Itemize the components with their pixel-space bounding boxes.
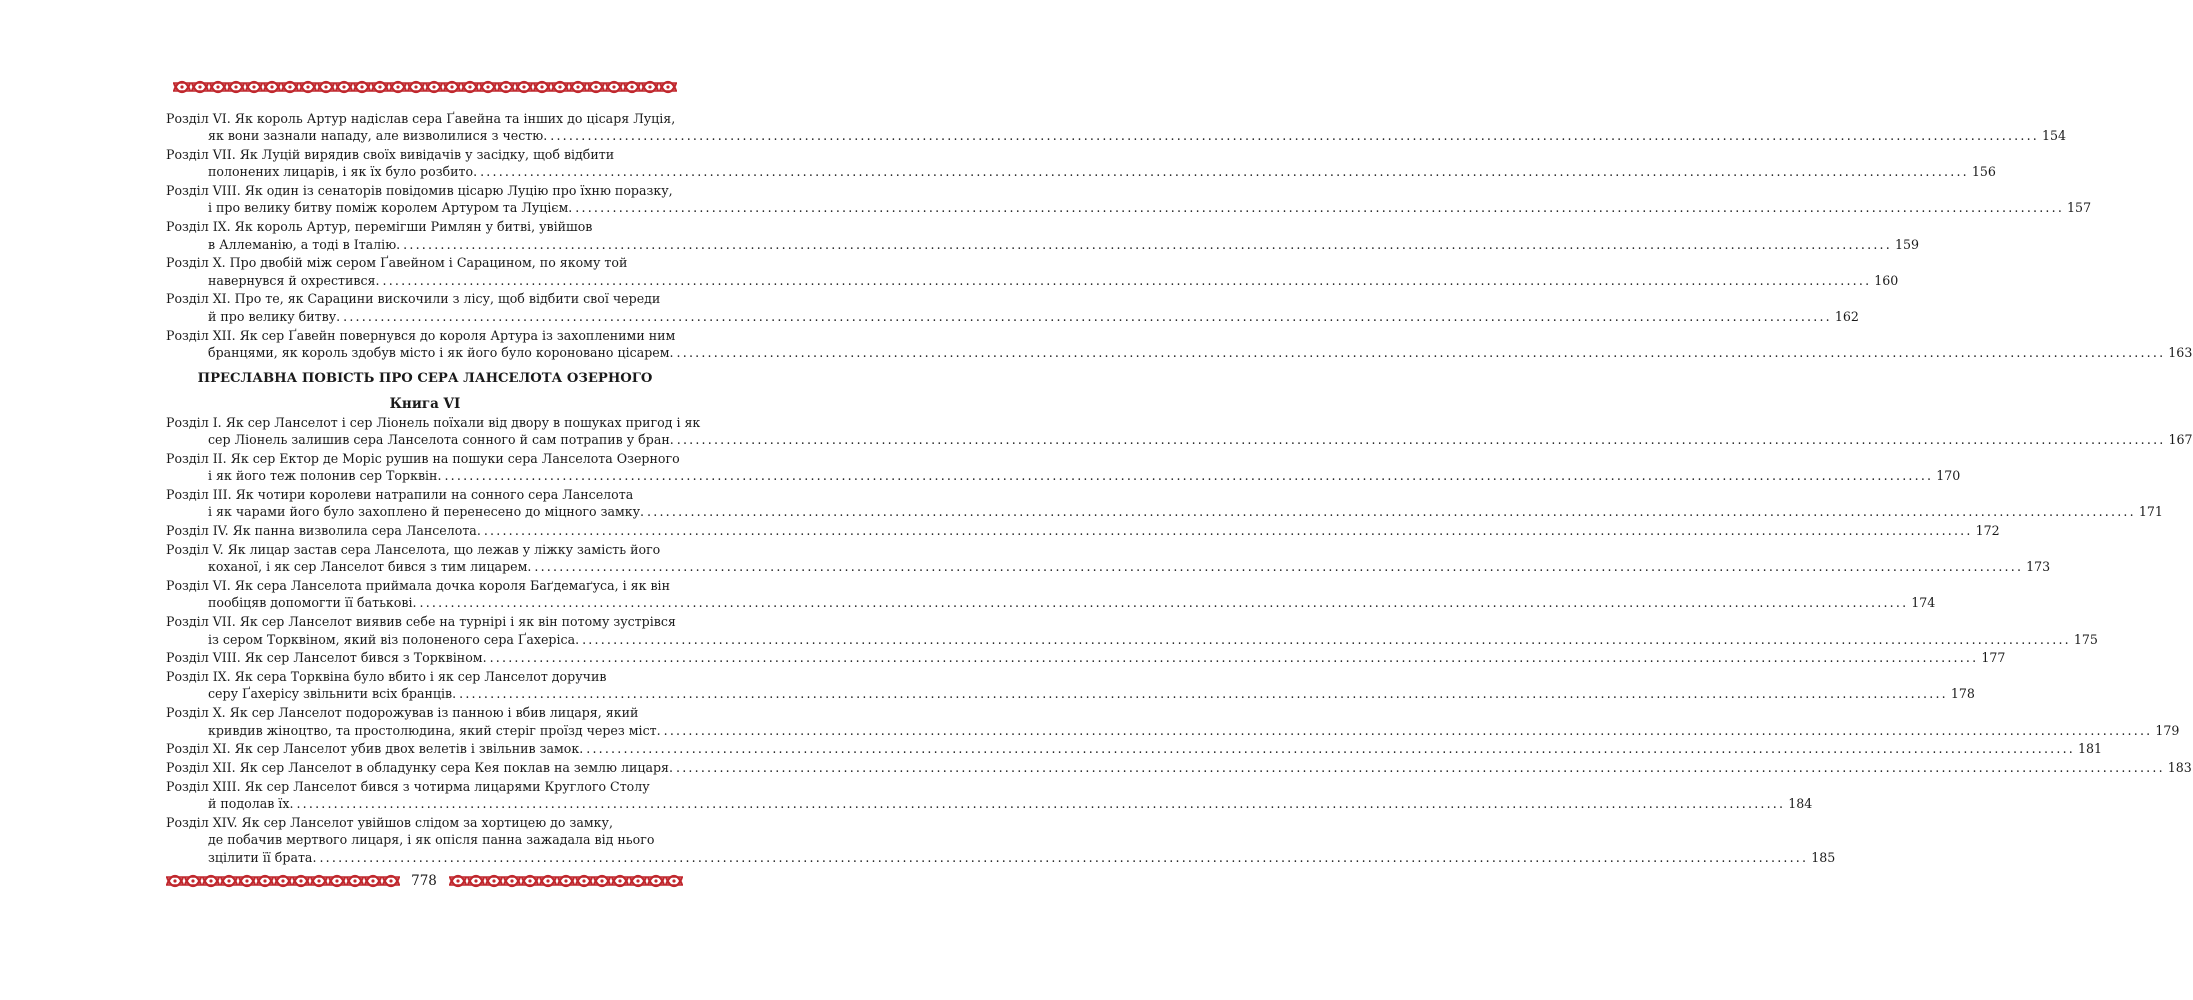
toc-entry-text: як вони зазнали нападу, але визволилися з честю. <box>208 128 548 144</box>
toc-entry-page: 172 <box>1975 523 2000 539</box>
toc-entry <box>166 450 1961 485</box>
dot-leader <box>340 309 1835 324</box>
toc-entry-text: і як його теж полонив сер Торквін. <box>208 468 442 484</box>
toc-entry-page: 184 <box>1788 796 1813 812</box>
toc-entry-last-line <box>166 594 1936 611</box>
toc-entry <box>166 577 1936 612</box>
dot-leader <box>644 504 2139 519</box>
toc-entry-text: бранцями, як король здобув місто і як його було короновано цісарем. <box>208 344 674 360</box>
toc-group-book-vi <box>166 414 2193 867</box>
toc-entry <box>166 327 2193 362</box>
interlace-pattern <box>164 872 402 890</box>
toc-entry-text: серу Ґахерісу звільнити всіх бранців. <box>208 686 457 702</box>
toc-entry-text: Розділ IX. Як сера Торквіна було вбито і як сер Ланселот доручив <box>166 669 607 685</box>
toc-entry-text: в Аллеманію, а тоді в Італію. <box>208 236 401 252</box>
toc-entry-last-line <box>166 740 2103 757</box>
toc-entry <box>166 541 2051 576</box>
toc-entry-last-line <box>166 308 1859 325</box>
toc-entry-text: і як чарами його було захоплено й перенесено до міцного замку. <box>208 504 645 520</box>
toc-entry <box>166 613 2098 648</box>
book-heading: Книга VI <box>389 396 461 412</box>
toc-entry <box>166 522 2000 539</box>
toc-entry-page: 178 <box>1950 686 1975 702</box>
toc-entry-last-line <box>166 722 2180 739</box>
toc-entry <box>166 182 2092 217</box>
toc-entry <box>166 814 1836 866</box>
toc-entry-last-line <box>166 649 2006 666</box>
dot-leader <box>400 237 1895 252</box>
toc-entry-page: 163 <box>2168 344 2193 360</box>
interlace-pattern <box>164 78 686 96</box>
dot-leader <box>456 686 1951 701</box>
toc-entry-text: Розділ VI. Як сера Ланселота приймала дочка короля Баґдемаґуса, і як він <box>166 578 670 594</box>
toc-entry <box>166 146 1996 181</box>
toc-entry <box>166 740 2103 757</box>
toc-entry-page: 159 <box>1894 236 1919 252</box>
dot-leader <box>293 796 1788 811</box>
toc-entry <box>166 110 2067 145</box>
dot-leader <box>380 273 1875 288</box>
toc-entry-text: навернувся й охрестився. <box>208 272 380 288</box>
dot-leader <box>579 632 2074 647</box>
toc-entry <box>166 290 1859 325</box>
toc-entry-text: де побачив мертвого лицаря, і як опісля панна зажадала від нього <box>208 832 655 848</box>
toc-entry-last-line <box>166 759 2192 776</box>
interlace-pattern <box>446 872 686 890</box>
toc-entry-page: 156 <box>1971 164 1996 180</box>
section-heading: ПРЕСЛАВНА ПОВІСТЬ ПРО СЕРА ЛАНСЕЛОТА ОЗЕРНОГО <box>197 371 653 386</box>
toc-entry-text: Розділ III. Як чотири королеви натрапили на сонного сера Ланселота <box>166 487 634 503</box>
toc-entry <box>166 668 1975 703</box>
toc-entry-last-line <box>166 199 2092 216</box>
toc-entry-last-line <box>166 344 2193 361</box>
toc-entry-page: 177 <box>1981 650 2006 666</box>
dot-leader <box>531 559 2026 574</box>
toc-entry-page: 183 <box>2167 760 2192 776</box>
toc-entry-last-line <box>166 503 2163 520</box>
toc-group-book-v <box>166 110 2193 363</box>
toc-entry-page: 185 <box>1811 849 1836 865</box>
toc-entry-text: і про велику битву поміж королем Артуром та Луцієм. <box>208 200 573 216</box>
dot-leader <box>316 850 1811 865</box>
dot-leader <box>481 523 1976 538</box>
toc-entry-text: Розділ II. Як сер Ектор де Моріс рушив на пошуки сера Ланселота Озерного <box>166 451 680 467</box>
toc-entry-text: Розділ XIII. Як сер Ланселот бився з чотирма лицарями Круглого Столу <box>166 778 650 794</box>
toc-entry-page: 157 <box>2067 200 2092 216</box>
toc-entry <box>166 254 1899 289</box>
dot-leader <box>417 595 1912 610</box>
toc-entry <box>166 486 2163 521</box>
toc-entry-text: сер Ліонель залишив сера Ланселота сонного й сам потрапив у бран. <box>208 432 674 448</box>
toc-entry-last-line <box>166 558 2051 575</box>
toc-entry-last-line <box>166 522 2000 539</box>
toc-entry-text: й подолав їх. <box>208 796 294 812</box>
toc-entry-text: пообіцяв допомогти її батькові. <box>208 595 417 611</box>
toc-entry-text: Розділ XIV. Як сер Ланселот увійшов слідом за хортицею до замку, <box>166 815 613 831</box>
toc-entry-text: Розділ VIII. Як один із сенаторів повідомив цісарю Луцію про їхню поразку, <box>166 183 673 199</box>
top-ornament-border <box>164 78 686 96</box>
toc-entry-text: полонених лицарів, і як їх було розбито. <box>208 164 478 180</box>
toc-entry <box>166 218 1919 253</box>
toc-entry-last-line <box>166 685 1975 702</box>
toc-entry-text: Розділ XII. Як сер Ланселот в обладунку сера Кея поклав на землю лицаря. <box>166 760 674 776</box>
toc-entry-text: зцілити її брата. <box>208 849 317 865</box>
toc-entry-page: 174 <box>1911 595 1936 611</box>
toc-entry-text: Розділ IX. Як король Артур, перемігши Римлян у битві, увійшов <box>166 219 593 235</box>
toc-entry-text: Розділ IV. Як панна визволила сера Ланселота. <box>166 523 481 539</box>
toc-entry-text: Розділ V. Як лицар застав сера Ланселота, що лежав у ліжку замість його <box>166 542 661 558</box>
dot-leader <box>661 723 2156 738</box>
toc-entry <box>166 759 2192 776</box>
toc-entry-text: Розділ VI. Як король Артур надіслав сера Ґавейна та інших до цісаря Луція, <box>166 111 676 126</box>
toc-entry-page: 181 <box>2078 741 2103 757</box>
toc-entry-text: Розділ VII. Як сер Ланселот виявив себе на турнірі і як він потому зустрівся <box>166 614 676 630</box>
toc-entry-page: 154 <box>2042 128 2067 144</box>
toc-entry-page: 179 <box>2155 722 2180 738</box>
dot-leader <box>547 128 2042 143</box>
toc-entry-text: із сером Торквіном, який віз полоненого сера Ґахеріса. <box>208 631 580 647</box>
toc-entry-page: 175 <box>2073 631 2098 647</box>
toc-entry <box>166 704 2180 739</box>
toc-entry-text: Розділ X. Як сер Ланселот подорожував із панною і вбив лицаря, який <box>166 705 639 721</box>
dot-leader <box>583 741 2078 756</box>
dot-leader <box>487 650 1982 665</box>
toc-entry-text: кривдив жіноцтво, та простолюдина, який стеріг проїзд через міст. <box>208 722 661 738</box>
toc-entry-text: й про велику битву. <box>208 308 341 324</box>
toc-entry <box>166 649 2006 666</box>
dot-leader <box>441 468 1936 483</box>
toc-entry-page: 170 <box>1936 468 1961 484</box>
toc-entry-last-line <box>166 467 1961 484</box>
toc-entry-last-line <box>166 163 1996 180</box>
toc-entry-last-line <box>166 849 1836 866</box>
dot-leader <box>477 164 1972 179</box>
dot-leader <box>674 345 2169 360</box>
toc-entry-page: 171 <box>2138 504 2163 520</box>
dot-leader <box>572 200 2067 215</box>
toc-entry <box>166 414 2193 449</box>
toc-entry-last-line <box>166 795 1813 812</box>
toc-entry-text: Розділ VIII. Як сер Ланселот бився з Торквіном. <box>166 650 487 666</box>
toc-entry-text: Розділ XII. Як сер Ґавейн повернувся до короля Артура із захопленими ним <box>166 327 676 343</box>
toc-entry-text: Розділ XI. Як сер Ланселот убив двох велетів і звільнив замок. <box>166 741 584 757</box>
toc-entry-page: 167 <box>2168 432 2193 448</box>
bottom-left-ornament-border <box>164 872 402 890</box>
toc-entry-text: Розділ X. Про двобій між сером Ґавейном і Сарацином, по якому той <box>166 255 628 271</box>
toc-entry-text: Розділ VII. Як Луцій вирядив своїх вивідачів у засідку, щоб відбити <box>166 147 615 163</box>
toc-entry-last-line <box>166 127 2067 144</box>
toc-entry-page: 162 <box>1834 308 1859 324</box>
dot-leader <box>674 432 2169 447</box>
toc-entry-last-line <box>166 631 2098 648</box>
toc-entry-last-line <box>166 236 1919 253</box>
toc-entry-page: 160 <box>1874 272 1899 288</box>
toc-entry-text: коханої, і як сер Ланселот бився з тим лицарем. <box>208 559 532 575</box>
toc-entry <box>166 778 1813 813</box>
bottom-right-ornament-border <box>446 872 686 890</box>
toc-entry-text: Розділ XI. Про те, як Сарацини вискочили з лісу, щоб відбити свої череди <box>166 291 661 307</box>
toc-entry-text: Розділ I. Як сер Ланселот і сер Ліонель поїхали від двору в пошуках пригод і як <box>166 415 701 430</box>
toc-entry-last-line <box>166 272 1899 289</box>
toc-entry-page: 173 <box>2026 559 2051 575</box>
page-number: 778 <box>411 873 437 889</box>
toc-entry-last-line <box>166 431 2193 448</box>
dot-leader <box>673 760 2168 775</box>
